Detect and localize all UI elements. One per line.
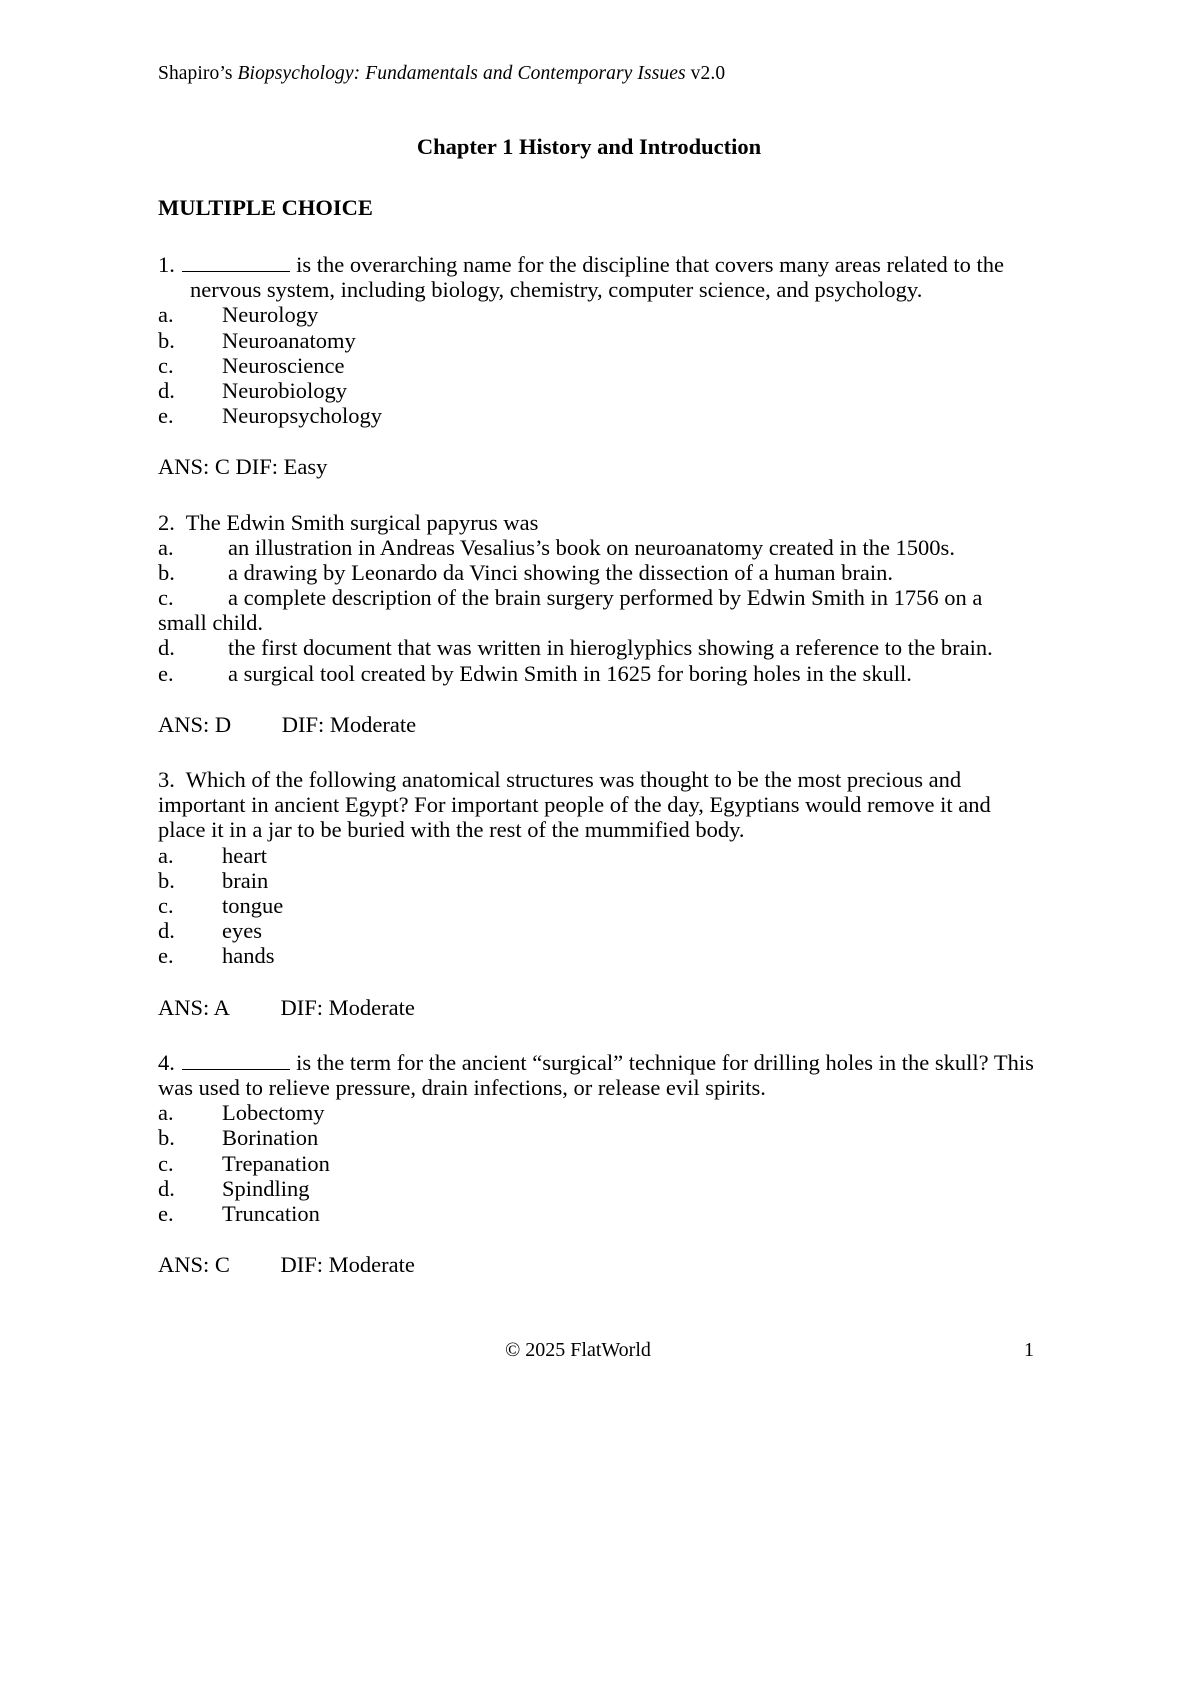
question-stem-text: is the overarching name for the discipline that covers many areas related to the nervous system, including biology, chemistry, computer science, and psychology. [190, 252, 1004, 303]
question-stem-text: is the term for the ancient “surgical” technique for drilling holes in the skull? This was used to relieve pressure, drain infections, or release evil spirits. [158, 1049, 1034, 1100]
option-text: heart [222, 842, 267, 868]
list-item[interactable] [158, 403, 1034, 428]
list-item[interactable] [158, 661, 1034, 686]
question-block [158, 252, 1034, 480]
option-list [158, 1100, 1034, 1226]
question-block [158, 510, 1034, 738]
question-number: 3. [158, 767, 175, 792]
question-stem-text: Which of the following anatomical structures was thought to be the most precious and important in ancient Egypt? For important people of the day, Egyptians would remove it and place it in a jar to be buried with the rest of the mummified body. [158, 767, 991, 843]
list-item[interactable] [158, 535, 1034, 560]
option-list [158, 302, 1034, 428]
option-text: Trepanation [222, 1150, 330, 1176]
option-letter: c. [158, 892, 174, 918]
option-letter: b. [158, 559, 175, 585]
list-item[interactable] [158, 1201, 1034, 1226]
option-list [158, 843, 1034, 969]
list-item[interactable] [158, 1125, 1034, 1150]
option-text: Neuroanatomy [222, 327, 356, 353]
option-text: Neuroscience [222, 352, 345, 378]
list-item[interactable] [158, 1176, 1034, 1201]
option-text: a complete description of the brain surgery performed by Edwin Smith in 1756 on a small child. [158, 585, 983, 636]
option-text: brain [222, 867, 269, 893]
option-text: tongue [222, 892, 284, 918]
option-letter: a. [158, 842, 174, 868]
list-item[interactable] [158, 328, 1034, 353]
option-letter: c. [158, 352, 174, 378]
question-number: 1. [158, 252, 175, 277]
copyright-notice: © 2025 FlatWorld [505, 1339, 651, 1361]
option-text: hands [222, 943, 275, 969]
option-text: Lobectomy [222, 1100, 325, 1126]
answer-line: ANS: C DIF: Easy [158, 454, 328, 480]
option-letter: b. [158, 1125, 175, 1151]
page-number: 1 [1024, 1339, 1034, 1361]
option-list [158, 535, 1034, 686]
list-item[interactable] [158, 918, 1034, 943]
list-item[interactable] [158, 378, 1034, 403]
list-item[interactable] [158, 893, 1034, 918]
option-letter: d. [158, 1175, 175, 1201]
option-letter: d. [158, 377, 175, 403]
section-heading-multiple-choice: MULTIPLE CHOICE [158, 194, 373, 220]
option-letter: a. [158, 302, 174, 328]
list-item[interactable] [158, 635, 1034, 660]
option-letter: b. [158, 867, 175, 893]
list-item[interactable] [158, 1151, 1034, 1176]
option-text: a drawing by Leonardo da Vinci showing the dissection of a human brain. [228, 559, 893, 585]
question-block [158, 767, 1034, 1020]
running-head [158, 62, 1034, 86]
option-letter: a. [158, 534, 174, 560]
question-block [158, 1050, 1034, 1278]
page-footer [158, 1338, 1034, 1362]
option-text: Spindling [222, 1175, 310, 1201]
option-text: Neurobiology [222, 377, 347, 403]
list-item[interactable] [158, 843, 1034, 868]
list-item[interactable] [158, 943, 1034, 968]
option-letter: c. [158, 585, 174, 611]
question-stem [158, 510, 1034, 535]
question-number: 2. [158, 509, 175, 535]
question-stem [158, 1050, 1034, 1101]
option-text: Neurology [222, 302, 319, 328]
running-head-book-title: Biopsychology: Fundamentals and Contemporary Issues [237, 63, 686, 84]
list-item[interactable] [158, 1100, 1034, 1125]
fill-in-blank [182, 252, 290, 272]
option-text: a surgical tool created by Edwin Smith in 1625 for boring holes in the skull. [228, 660, 912, 686]
chapter-title: Chapter 1 History and Introduction [416, 134, 762, 160]
option-letter: e. [158, 943, 174, 969]
list-item[interactable] [158, 353, 1034, 378]
option-text: Borination [222, 1125, 319, 1151]
list-item[interactable] [158, 302, 1034, 327]
list-item[interactable] [158, 585, 1034, 635]
option-text: an illustration in Andreas Vesalius’s book on neuroanatomy created in the 1500s. [228, 534, 955, 560]
running-head-suffix: v2.0 [685, 63, 726, 84]
option-text: the first document that was written in hieroglyphics showing a reference to the brain. [228, 635, 993, 661]
option-text: eyes [222, 918, 262, 944]
option-letter: d. [158, 635, 175, 661]
question-stem-text: The Edwin Smith surgical papyrus was [185, 509, 539, 535]
question-stem [158, 767, 1034, 843]
option-letter: b. [158, 327, 175, 353]
option-letter: a. [158, 1100, 174, 1126]
running-head-prefix: Shapiro’s [158, 63, 238, 84]
option-text: Truncation [222, 1200, 320, 1226]
question-stem [158, 252, 1034, 303]
option-letter: e. [158, 1200, 174, 1226]
option-letter: e. [158, 660, 174, 686]
option-letter: e. [158, 403, 174, 429]
option-text: Neuropsychology [222, 403, 382, 429]
option-letter: c. [158, 1150, 174, 1176]
question-number: 4. [158, 1049, 175, 1075]
list-item[interactable] [158, 560, 1034, 585]
fill-in-blank [182, 1050, 290, 1070]
option-letter: d. [158, 918, 175, 944]
answer-line: ANS: A DIF: Moderate [158, 994, 415, 1020]
list-item[interactable] [158, 868, 1034, 893]
answer-line: ANS: C DIF: Moderate [158, 1252, 415, 1278]
answer-line: ANS: D DIF: Moderate [158, 711, 417, 737]
